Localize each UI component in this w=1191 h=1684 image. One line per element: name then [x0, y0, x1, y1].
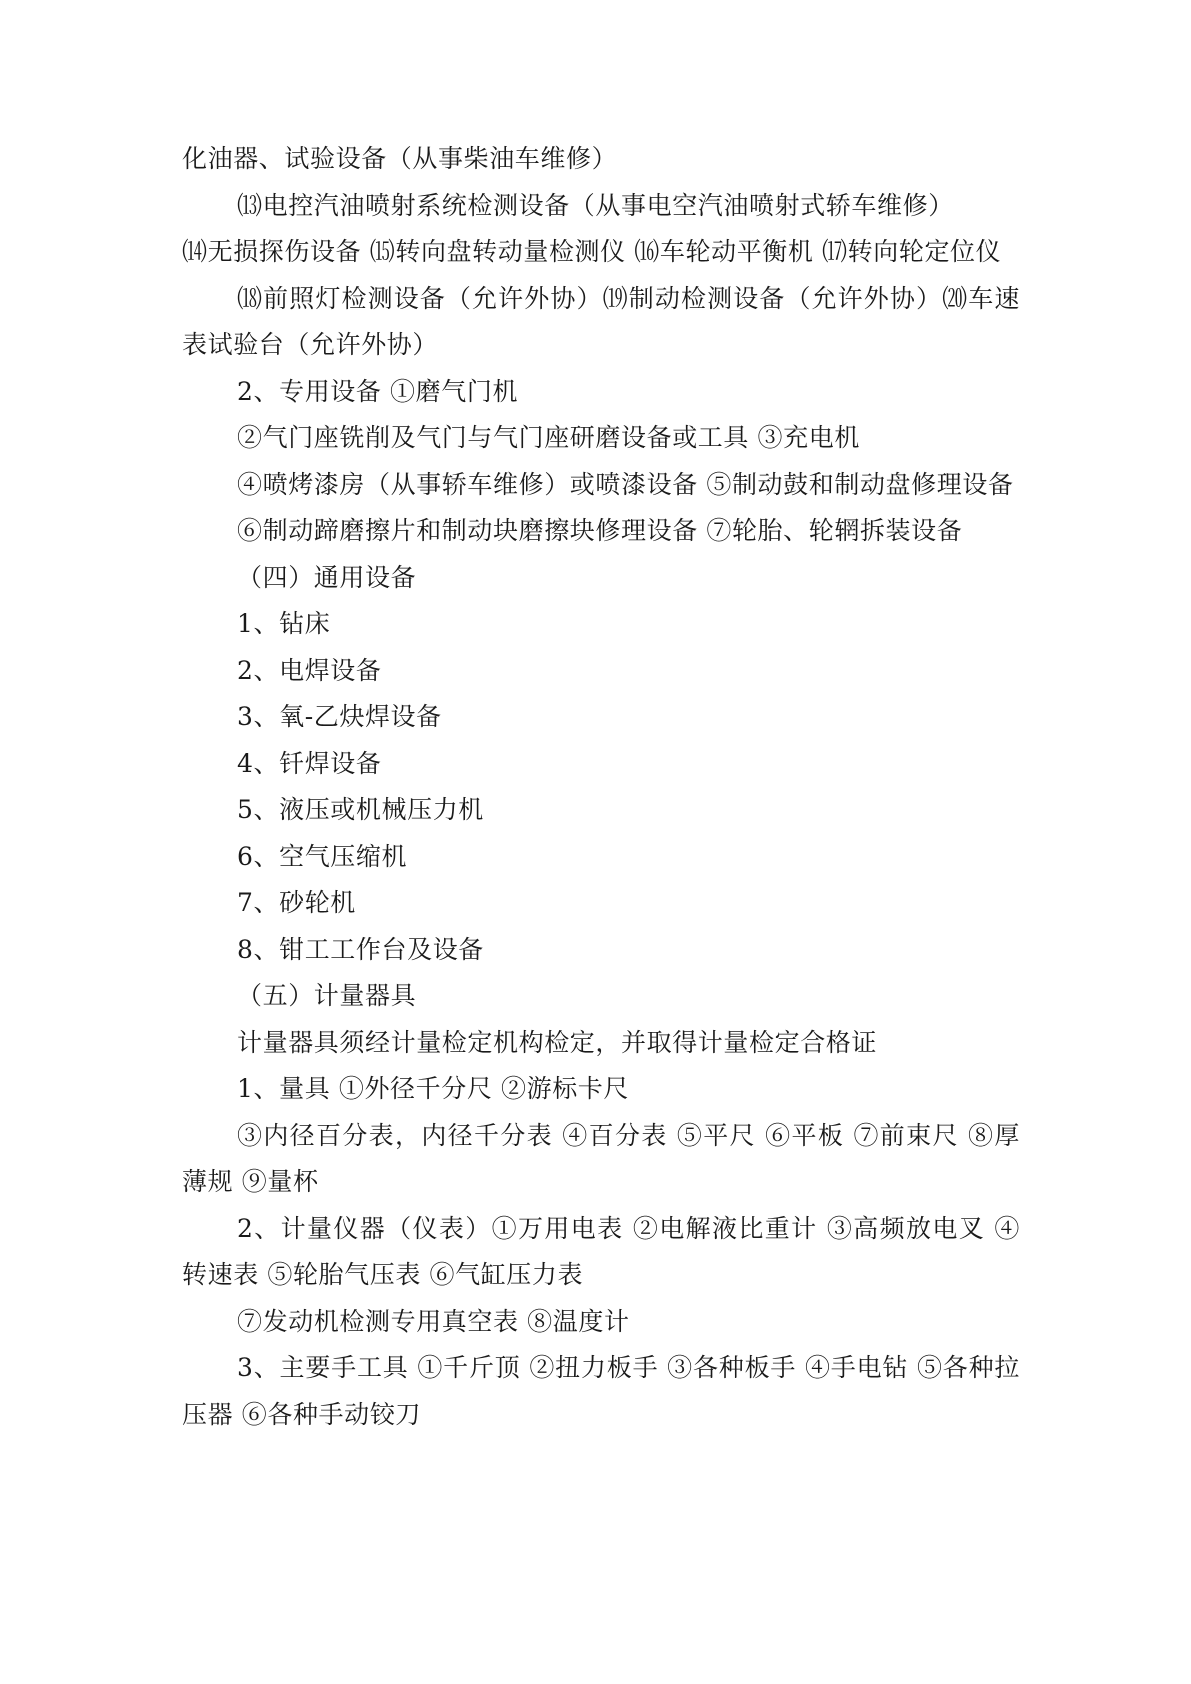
list-item: 6、空气压缩机	[237, 841, 408, 871]
paragraph: 计量器具须经计量检定机构检定，并取得计量检定合格证	[237, 1027, 878, 1057]
paragraph: ⑦发动机检测专用真空表 ⑧温度计	[237, 1306, 630, 1336]
list-item: 2、电焊设备	[237, 655, 382, 685]
paragraph: ③内径百分表，内径千分表 ④百分表 ⑤平尺 ⑥平板 ⑦前束尺 ⑧厚薄规 ⑨量杯	[182, 1120, 1020, 1196]
section-heading: （四）通用设备	[237, 562, 417, 592]
document-body	[182, 136, 1020, 1438]
list-item: 3、氧-乙炔焊设备	[237, 702, 442, 731]
paragraph: ②气门座铣削及气门与气门座研磨设备或工具 ③充电机	[237, 423, 860, 452]
paragraph: ④喷烤漆房（从事轿车维修）或喷漆设备 ⑤制动鼓和制动盘修理设备	[237, 469, 1014, 499]
list-item: 5、液压或机械压力机	[237, 795, 484, 824]
section-heading: （五）计量器具	[237, 981, 417, 1010]
list-item: 4、钎焊设备	[237, 748, 382, 778]
paragraph: ⒁无损探伤设备 ⒂转向盘转动量检测仪 ⒃车轮动平衡机 ⒄转向轮定位仪	[182, 237, 1002, 266]
list-item: 1、钻床	[237, 609, 331, 638]
paragraph: ⑥制动蹄磨擦片和制动块磨擦块修理设备 ⑦轮胎、轮辋拆装设备	[237, 516, 963, 545]
paragraph: ⒅前照灯检测设备（允许外协）⒆制动检测设备（允许外协）⒇车速表试验台（允许外协）	[182, 283, 1020, 359]
paragraph: 2、专用设备 ①磨气门机	[237, 376, 519, 406]
list-item: 1、量具 ①外径千分尺 ②游标卡尺	[237, 1074, 630, 1103]
list-item: 8、钳工工作台及设备	[237, 934, 484, 964]
paragraph: ⒀电控汽油喷射系统检测设备（从事电空汽油喷射式轿车维修）	[237, 190, 954, 220]
list-item: 2、计量仪器（仪表）①万用电表 ②电解液比重计 ③高频放电叉 ④转速表 ⑤轮胎气压表 ⑥气缸压力表	[182, 1213, 1020, 1289]
list-item: 3、主要手工具 ①千斤顶 ②扭力板手 ③各种板手 ④手电钻 ⑤各种拉压器 ⑥各种手动铰刀	[182, 1353, 1020, 1429]
list-item: 7、砂轮机	[237, 888, 356, 917]
paragraph: 化油器、试验设备（从事柴油车维修）	[182, 144, 618, 173]
